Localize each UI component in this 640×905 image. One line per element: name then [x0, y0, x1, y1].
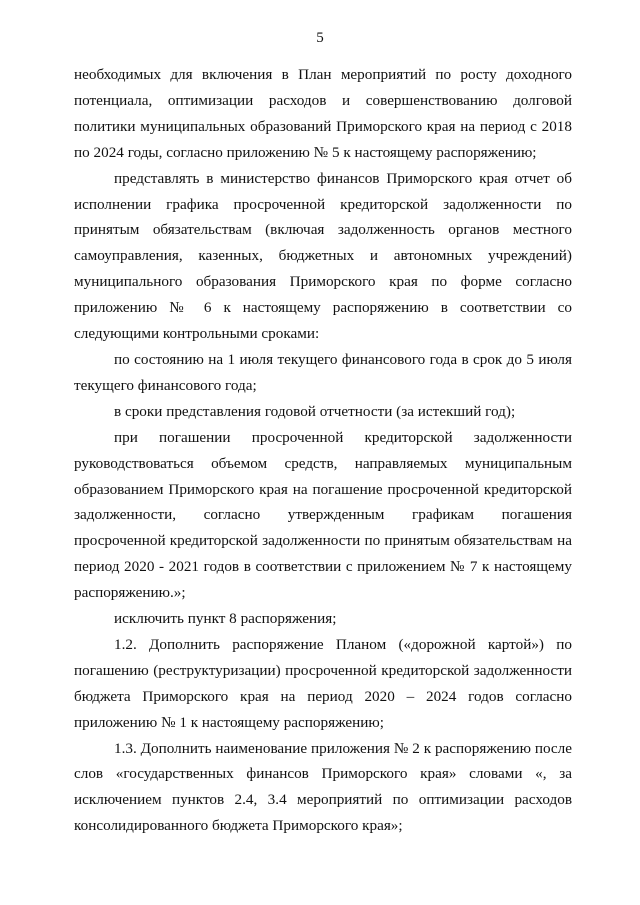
paragraph-4: в сроки представления годовой отчетности (за истекший год);	[114, 402, 516, 420]
page-number: 5	[316, 30, 324, 46]
paragraph-5: при погашении просроченной кредиторской задолженности руководствоваться объемом средств, направляемых муниципальным образованием Приморского края на погашение просроченной кредиторской задолженности, согласно утвержденным графикам погашения просроченной кредиторской задолженности по принятым обязательствам на период 2020 - 2021 годов в соответствии с приложением № 7 к настоящему распоряжению.»;	[74, 428, 572, 602]
paragraph-2: представлять в министерство финансов Приморского края отчет об исполнении графика просроченной кредиторской задолженности по принятым обязательствам (включая задолженность органов местного самоуправления, казенных, бюджетных и автономных учреждений) муниципального образования Приморского края по форме согласно приложению № 6 к настоящему распоряжению в соответствии со следующими контрольными сроками:	[74, 169, 572, 343]
paragraph-3: по состоянию на 1 июля текущего финансового года в срок до 5 июля текущего финансового года;	[74, 350, 572, 394]
paragraph-6: исключить пункт 8 распоряжения;	[114, 610, 337, 628]
document-body	[74, 62, 572, 839]
paragraph-8: 1.3. Дополнить наименование приложения № 2 к распоряжению после слов «государственных финансов Приморского края» словами «, за исключением пунктов 2.4, 3.4 мероприятий по оптимизации расходов консолидированного бюджета Приморского края»;	[74, 739, 572, 835]
paragraph-7: 1.2. Дополнить распоряжение Планом («дорожной картой») по погашению (реструктуризации) просроченной кредиторской задолженности бюджета Приморского края на период 2020 – 2024 годов согласно приложению № 1 к настоящему распоряжению;	[74, 635, 572, 731]
paragraph-1: необходимых для включения в План мероприятий по росту доходного потенциала, оптимизации расходов и совершенствованию долговой политики муниципальных образований Приморского края на период с 2018 по 2024 годы, согласно приложению № 5 к настоящему распоряжению;	[74, 66, 572, 161]
